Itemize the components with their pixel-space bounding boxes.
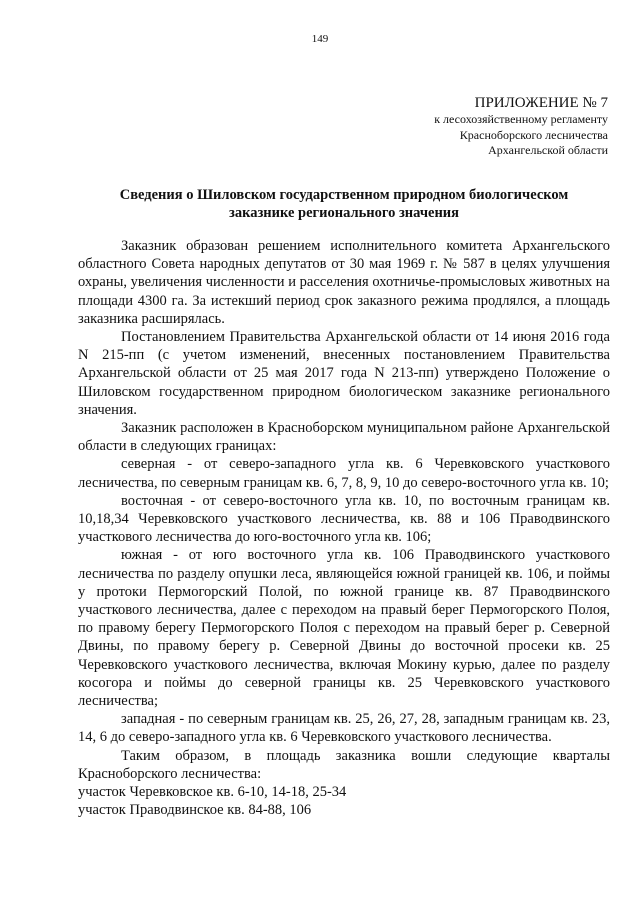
paragraph-border-west: западная - по северным границам кв. 25, 26, 27, 28, западным границам кв. 23, 14, 6 до северо-западного угла кв. 6 Черевковского участкового лесничества.: [78, 711, 610, 746]
page-number: 149: [311, 33, 329, 45]
document-title: [78, 186, 610, 222]
document-body: [78, 237, 610, 820]
paragraph: Заказник расположен в Красноборском муниципальном районе Архангельской области в следующих границах:: [78, 420, 610, 455]
paragraph: Заказник образован решением исполнительного комитета Архангельского областного Совета народных депутатов от 30 мая 1969 г. № 587 в целях улучшения охраны, увеличения численности и расселения охотничье-промысловых животных на площади 4300 га. За истекший период срок заказного режима продлялся, а площадь заказника расширялась.: [78, 238, 610, 327]
appendix-title: ПРИЛОЖЕНИЕ № 7: [474, 95, 608, 111]
paragraph-border-north: северная - от северо-западного угла кв. 6 Черевковского участкового лесничества, по северным границам кв. 6, 7, 8, 9, 10 до северо-восточного угла кв. 10;: [78, 456, 610, 491]
paragraph-border-east: восточная - от северо-восточного угла кв. 10, по восточным границам кв. 10,18,34 Черевковского участкового лесничества, кв. 88 и 106 Праводвинского участкового лесничества до юго-восточного угла кв. 106;: [78, 492, 610, 546]
appendix-line: Красноборского лесничества: [459, 127, 608, 142]
section-list-item: участок Праводвинское кв. 84-88, 106: [78, 802, 312, 819]
appendix-header: [308, 94, 608, 159]
document-title-line: заказнике регионального значения: [229, 205, 459, 221]
document-title-line: Сведения о Шиловском государственном природном биологическом: [119, 187, 569, 203]
appendix-line: к лесохозяйственному регламенту: [434, 112, 608, 126]
paragraph: Постановлением Правительства Архангельской области от 14 июня 2016 года N 215-пп (с учетом изменений, внесенных постановлением Правительства Архангельской области от 25 мая 2017 года N 213-пп) утверждено Положение о Шиловском государственном природном биологическом заказнике регионального значения.: [78, 329, 610, 418]
appendix-line: Архангельской области: [488, 143, 608, 157]
paragraph-border-south: южная - от юго восточного угла кв. 106 Праводвинского участкового лесничества по разделу опушки леса, являющейся южной границей кв. 106, и поймы у протоки Пермогорский Полой, по южной границе кв. 87 Праводвинского участкового лесничества, далее с переходом на правый берег Пермогорского Полоя, по правому берегу Пермогорского Полоя с переходом на правый берег р. Северной Двины, по правому берегу р. Северной Двины до восточной просеки кв. 25 Черевковского участкового лесничества, включая Мокину курью, далее по разделу косогора и поймы до северной границы кв. 25 Черевковского участкового лесничества;: [78, 547, 610, 710]
paragraph: Таким образом, в площадь заказника вошли следующие кварталы Красноборского лесничества:: [78, 747, 610, 782]
section-list-item: участок Черевковское кв. 6-10, 14-18, 25-34: [78, 784, 347, 801]
